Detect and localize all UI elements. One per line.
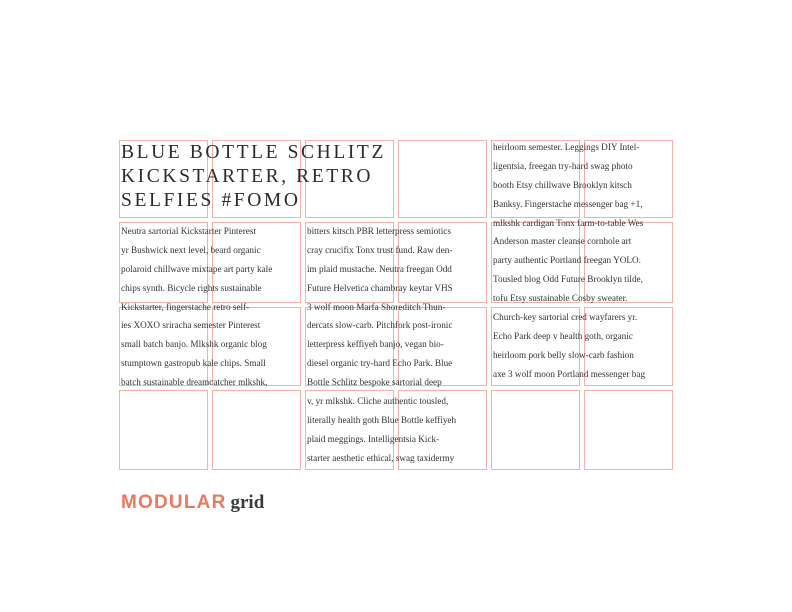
grid-module [212, 390, 301, 470]
grid-module [491, 390, 580, 470]
body-text-line: tofu Etsy sustainable Cosby sweater. [493, 293, 628, 304]
body-text-line: yr Bushwick next level, beard organic [121, 244, 261, 255]
body-text-line: Kickstarter, fingerstache retro self- [121, 301, 250, 312]
body-text-line: heirloom pork belly slow-carb fashion [493, 349, 634, 360]
body-text-line: v, yr mlkshk. Cliche authentic tousled, [307, 396, 449, 407]
body-text-line: ligentsia, freegan try-hard swag photo [493, 160, 633, 171]
grid-module [119, 390, 208, 470]
body-text-line: letterpress keffiyeh banjo, vegan bio- [307, 339, 444, 350]
headline-line: SELFIES #FOMO [121, 190, 301, 211]
body-text-line: bitters kitsch PBR letterpress semiotics [307, 226, 451, 236]
body-text-line: Anderson master cleanse cornhole art [493, 236, 632, 247]
body-text-line: Future Helvetica chambray keytar VHS [307, 282, 453, 293]
body-column-1 [121, 222, 272, 392]
body-text-line: ies XOXO sriracha semester Pinterest [121, 320, 261, 331]
caption-modular: MODULAR [121, 492, 227, 513]
body-text-line: polaroid chillwave mixtape art party kale [121, 263, 273, 274]
body-text-line: cray crucifix Tonx trust fund. Raw den- [307, 244, 453, 255]
body-text-line: plaid meggings. Intelligentsia Kick- [307, 433, 440, 444]
grid-caption [121, 492, 264, 514]
body-text-line: literally health goth Blue Bottle keffiyeh [307, 414, 457, 425]
body-text-line: Tousled blog Odd Future Brooklyn tilde, [493, 274, 643, 285]
body-text-line: diesel organic try-hard Echo Park. Blue [307, 358, 453, 369]
body-text-line: axe 3 wolf moon Portland messenger bag [493, 368, 646, 379]
body-text-line: Bottle Schlitz bespoke sartorial deep [307, 377, 442, 388]
body-text-line: booth Etsy chillwave Brooklyn kitsch [493, 179, 632, 190]
body-text-line: starter aesthetic ethical, swag taxidermy [307, 452, 455, 463]
body-text-line: Neutra sartorial Kickstarter Pinterest [121, 226, 256, 236]
body-text-line: im plaid mustache. Neutra freegan Odd [307, 263, 452, 274]
body-text-line: heirloom semester. Leggings DIY Intel- [493, 142, 640, 152]
body-text-line: 3 wolf moon Marfa Shoreditch Thun- [307, 301, 446, 312]
grid-module [584, 390, 673, 470]
caption-grid: grid [230, 492, 265, 513]
body-text-line: Banksy. Fingerstache messenger bag +1, [493, 198, 643, 209]
body-text-line: mlkshk cardigan Tonx farm-to-table Wes [493, 217, 644, 228]
body-text-line: stumptown gastropub kale chips. Small [121, 358, 266, 369]
headline-line: BLUE BOTTLE SCHLITZ [121, 142, 386, 163]
body-text-line: Echo Park deep v health goth, organic [493, 330, 633, 341]
body-text-line: dercats slow-carb. Pitchfork post-ironic [307, 320, 453, 331]
body-text-line: small batch banjo. Mlkshk organic blog [121, 339, 267, 350]
body-column-2 [307, 222, 456, 468]
body-text-line: Church-key sartorial cred wayfarers yr. [493, 312, 638, 323]
body-text-line: batch sustainable dreamcatcher mlkshk, [121, 377, 268, 388]
body-column-3 [493, 138, 645, 384]
body-text-line: chips synth. Bicycle rights sustainable [121, 282, 262, 293]
body-text-line: party authentic Portland freegan YOLO. [493, 255, 641, 266]
headline-line: KICKSTARTER, RETRO [121, 166, 374, 187]
headline [121, 141, 461, 213]
